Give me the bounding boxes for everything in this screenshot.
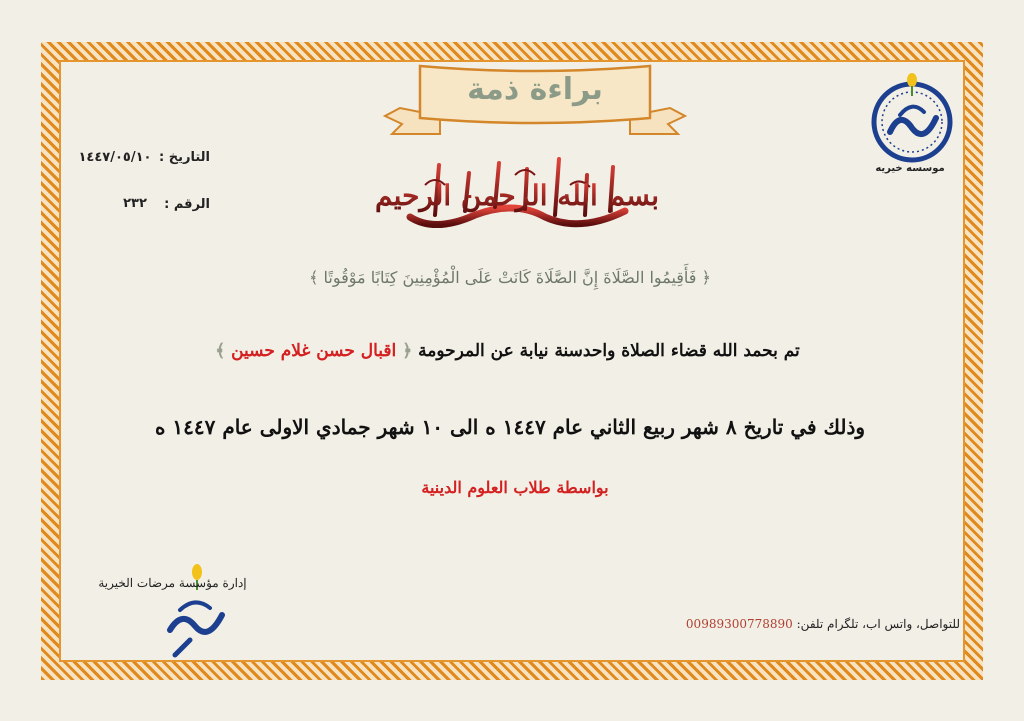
date-value: ١٤٤٧/٠٥/١٠ <box>78 150 152 165</box>
logo-caption: موسسه خیریه <box>875 163 945 174</box>
performed-by-line: بواسطة طلاب العلوم الدينية <box>421 478 609 497</box>
bracket-close: ﴾ <box>215 341 226 361</box>
contact-label: للتواصل، واتس اب، تلگرام تلفن: <box>796 617 960 631</box>
deceased-name: اقبال حسن غلام حسين <box>231 341 397 361</box>
bracket-open: ﴿ <box>402 341 413 361</box>
statement-line <box>140 340 875 361</box>
contact-info <box>600 617 960 631</box>
basmala-calligraphy <box>375 145 659 240</box>
date-label: التاریخ : <box>159 150 210 165</box>
number-value: ٢٣٢ <box>123 196 147 211</box>
ribbon-title: براءة ذمة <box>467 71 603 107</box>
quran-verse: ﴿ فَأَقِيمُوا الصَّلَاةَ إِنَّ الصَّلَاةَ كَانَتْ عَلَى الْمُؤْمِنِينَ كِتَابًا مَوْقُوتًا ﴾ <box>309 268 711 287</box>
number-label: الرقم : <box>164 197 210 212</box>
date-range-line: وذلك في تاريخ ٨ شهر ربيع الثاني عام ١٤٤٧ ه الى ١٠ شهر جمادي الاولى عام ١٤٤٧ ه <box>154 415 866 439</box>
statement-prefix: تم بحمد الله قضاء الصلاة واحدسنة نيابة عن المرحومة <box>418 341 800 361</box>
contact-phone: 00989300778890 <box>685 617 793 631</box>
svg-text:بسم الله الرحمن الرحيم: بسم الله الرحمن الرحيم <box>375 179 659 212</box>
organization-name: إدارة مؤسسة مرضات الخيرية <box>98 576 247 590</box>
